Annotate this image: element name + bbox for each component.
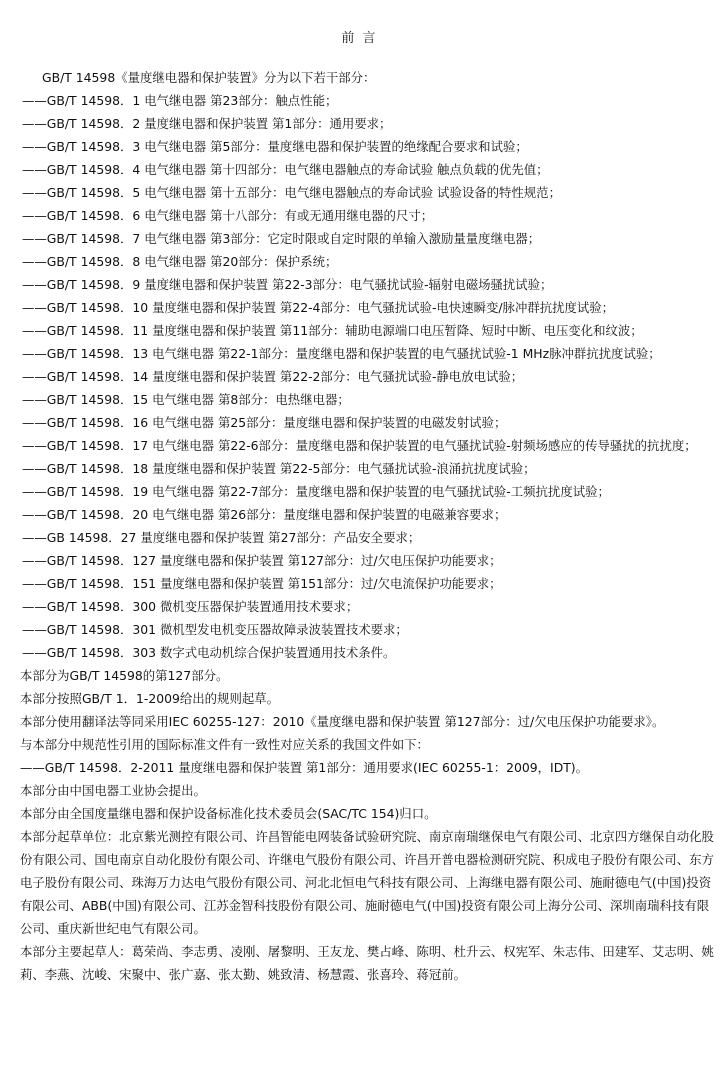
page-title: 前 言 — [341, 31, 378, 46]
list-item: ——GB/T 14598．7 电气继电器 第3部分：它定时限或自定时限的单输入激励量量度继电器； — [22, 231, 541, 246]
paragraph-proposer: 本部分由中国电器工业协会提出。 — [20, 783, 206, 798]
list-item: ——GB/T 14598．19 电气继电器 第22-7部分：量度继电器和保护装置的电气骚扰试验-工频抗扰度试验； — [22, 484, 610, 499]
list-item: ——GB/T 14598．14 量度继电器和保护装置 第22-2部分：电气骚扰试验-静电放电试验； — [22, 369, 524, 384]
list-item: ——GB/T 14598．127 量度继电器和保护装置 第127部分：过/欠电压保护功能要求； — [22, 553, 502, 568]
list-item: ——GB/T 14598．1 电气继电器 第23部分：触点性能； — [22, 93, 338, 108]
intro-line: GB/T 14598《量度继电器和保护装置》分为以下若干部分： — [42, 70, 376, 85]
list-item: ——GB/T 14598．300 微机变压器保护装置通用技术要求； — [22, 599, 359, 614]
document-body — [2, 66, 717, 986]
list-item: ——GB/T 14598．16 电气继电器 第25部分：量度继电器和保护装置的电磁发射试验； — [22, 415, 507, 430]
list-item: ——GB/T 14598．10 量度继电器和保护装置 第22-4部分：电气骚扰试验-电快速瞬变/脉冲群抗扰度试验； — [22, 300, 615, 315]
list-item: ——GB/T 14598．2-2011 量度继电器和保护装置 第1部分：通用要求(IEC 60255-1：2009，IDT)。 — [20, 760, 589, 775]
paragraph-correspondence: 与本部分中规范性引用的国际标准文件有一致性对应关系的我国文件如下： — [20, 737, 429, 752]
list-item: ——GB/T 14598．18 量度继电器和保护装置 第22-5部分：电气骚扰试验-浪涌抗扰度试验； — [22, 461, 536, 476]
list-item: ——GB/T 14598．11 量度继电器和保护装置 第11部分：辅助电源端口电压暂降、短时中断、电压变化和纹波； — [22, 323, 643, 338]
paragraph-adoption: 本部分使用翻译法等同采用IEC 60255-127：2010《量度继电器和保护装置 第127部分：过/欠电压保护功能要求》。 — [20, 714, 665, 729]
list-item: ——GB/T 14598．15 电气继电器 第8部分：电热继电器； — [22, 392, 350, 407]
list-item: ——GB/T 14598．151 量度继电器和保护装置 第151部分：过/欠电流保护功能要求； — [22, 576, 502, 591]
list-item: ——GB/T 14598．301 微机型发电机变压器故障录波装置技术要求； — [22, 622, 408, 637]
list-item: ——GB 14598．27 量度继电器和保护装置 第27部分：产品安全要求； — [22, 530, 421, 545]
list-item: ——GB/T 14598．2 量度继电器和保护装置 第1部分：通用要求； — [22, 116, 392, 131]
list-item: ——GB/T 14598．303 数字式电动机综合保护装置通用技术条件。 — [22, 645, 396, 660]
list-item: ——GB/T 14598．6 电气继电器 第十八部分：有或无通用继电器的尺寸； — [22, 208, 434, 223]
list-item: ——GB/T 14598．8 电气继电器 第20部分：保护系统； — [22, 254, 338, 269]
parts-list — [2, 89, 717, 664]
list-item: ——GB/T 14598．5 电气继电器 第十五部分：电气继电器触点的寿命试验 试验设备的特性规范； — [22, 185, 561, 200]
paragraph-drafting-rules: 本部分按照GB/T 1．1-2009给出的规则起草。 — [20, 691, 280, 706]
list-item: ——GB/T 14598．9 量度继电器和保护装置 第22-3部分：电气骚扰试验-辐射电磁场骚扰试验； — [22, 277, 553, 292]
paragraph-part-number: 本部分为GB/T 14598的第127部分。 — [20, 668, 229, 683]
list-item: ——GB/T 14598．17 电气继电器 第22-6部分：量度继电器和保护装置的电气骚扰试验-射频场感应的传导骚扰的抗扰度； — [22, 438, 697, 453]
paragraph-committee: 本部分由全国度量继电器和保护设备标准化技术委员会(SAC/TC 154)归口。 — [20, 806, 437, 821]
list-item: ——GB/T 14598．13 电气继电器 第22-1部分：量度继电器和保护装置的电气骚扰试验-1 MHz脉冲群抗扰度试验； — [22, 346, 661, 361]
list-item: ——GB/T 14598．4 电气继电器 第十四部分：电气继电器触点的寿命试验 触点负载的优先值； — [22, 162, 549, 177]
paragraph-drafting-units: 本部分起草单位：北京紫光测控有限公司、许昌智能电网装备试验研究院、南京南瑞继保电气有限公司、北京四方继保自动化股份有限公司、国电南京自动化股份有限公司、许继电气股份有限公司、许昌开普电器检测研究院、积成电子股份有限公司、东方电子股份有限公司、珠海万力达电气股份有限公司、河北北恒电气科技有限公司、上海继电器有限公司、施耐德电气(中国)投资有限公司、ABB(中国)有限公司、江苏金智科技股份有限公司、施耐德电气(中国)投资有限公司上海分公司、深圳南瑞科技有限公司、重庆新世纪电气有限公司。 — [20, 829, 714, 936]
list-item: ——GB/T 14598．20 电气继电器 第26部分：量度继电器和保护装置的电磁兼容要求； — [22, 507, 507, 522]
closing-paragraphs — [2, 664, 717, 986]
list-item: ——GB/T 14598．3 电气继电器 第5部分：量度继电器和保护装置的绝缘配合要求和试验； — [22, 139, 528, 154]
paragraph-drafters: 本部分主要起草人：葛荣尚、李志勇、凌刚、屠黎明、王友龙、樊占峰、陈明、杜升云、权宪军、朱志伟、田建军、艾志明、姚莉、李燕、沈峻、宋聚中、张广嘉、张太勤、姚致清、杨慧霞、张喜玲、蒋冠前。 — [20, 944, 714, 982]
